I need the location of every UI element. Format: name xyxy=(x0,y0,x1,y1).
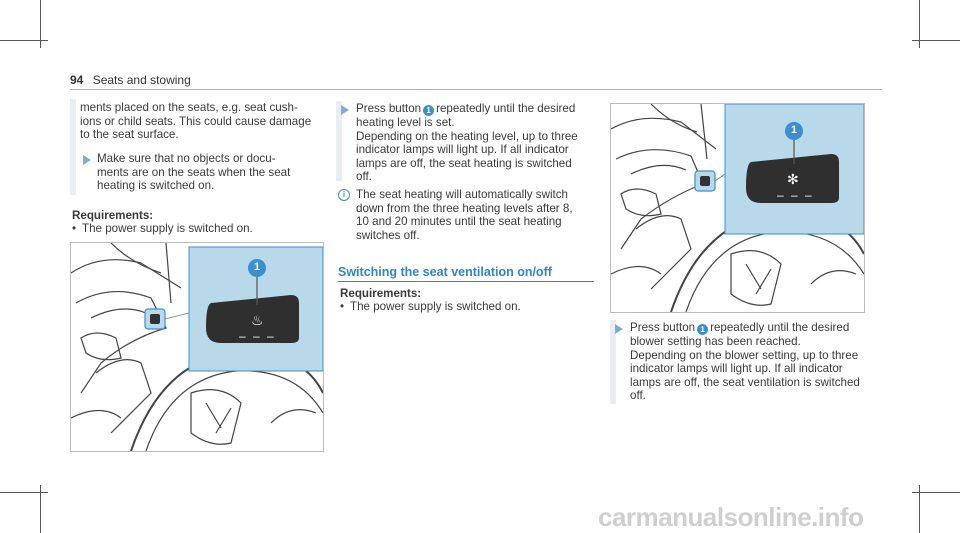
callout-badge: 1 xyxy=(697,324,708,335)
header-rule xyxy=(70,89,882,90)
note-step: Make sure that no objects or docu- ments are on the seats when the seat heating is switched on. xyxy=(97,152,291,193)
heating-step: Press button 1 repeatedly until the desired heating level is set. Depending on the heating level, up to three indicator lamps will light up. If all indicator lamps are off, the seat heating is switched off. xyxy=(356,102,578,184)
requirement-item: • The power supply is switched on. xyxy=(72,222,253,235)
ventilation-step: Press button 1 repeatedly until the desired blower setting has been reached. Depending on the blower setting, up to three indicator lamps will light up. If all indicator lamps are off, the seat ventilation is switched off. xyxy=(630,321,860,403)
page-number: 94 xyxy=(70,73,84,87)
info-icon: i xyxy=(338,189,350,201)
callout-badge: 1 xyxy=(423,105,434,116)
crop-mark xyxy=(912,492,960,493)
crop-mark xyxy=(0,40,48,41)
seat-heat-icon: ♨ xyxy=(251,312,264,328)
section-rule xyxy=(338,281,594,282)
bullet-icon: • xyxy=(340,300,345,313)
crop-mark xyxy=(0,492,48,493)
note-continuation: ments placed on the seats, e.g. seat cush- ions or child seats. This could cause damage to the seat surface. xyxy=(80,101,312,142)
indicator-lamps: – – – xyxy=(777,188,814,202)
step-arrow-icon xyxy=(83,155,91,165)
requirements-heading: Requirements: xyxy=(72,209,154,222)
figure-seat-heating xyxy=(70,242,324,452)
section-title: Switching the seat ventilation on/off xyxy=(338,265,552,279)
info-text: The seat heating will automatically switch down from the three heating levels after 8, 10 and 20 minutes until the seat heating switches off. xyxy=(356,188,573,242)
requirements-heading: Requirements: xyxy=(340,287,422,300)
dashboard-illustration xyxy=(611,104,864,312)
bullet-icon: • xyxy=(72,222,77,235)
step-arrow-icon xyxy=(341,105,349,115)
page-header xyxy=(70,73,191,87)
seat-vent-icon: ✻ xyxy=(787,171,799,187)
figure-seat-ventilation xyxy=(610,103,865,313)
figure-callout: 1 xyxy=(253,261,261,273)
indicator-lamps: – – – xyxy=(239,329,276,343)
section-name: Seats and stowing xyxy=(92,73,191,87)
note-bar xyxy=(70,99,76,195)
watermark: carmanualsonline.info xyxy=(598,502,864,532)
requirement-item: • The power supply is switched on. xyxy=(340,300,521,313)
step-arrow-icon xyxy=(615,324,623,334)
crop-mark xyxy=(912,40,960,41)
figure-callout: 1 xyxy=(790,124,798,136)
dashboard-illustration xyxy=(71,243,323,451)
